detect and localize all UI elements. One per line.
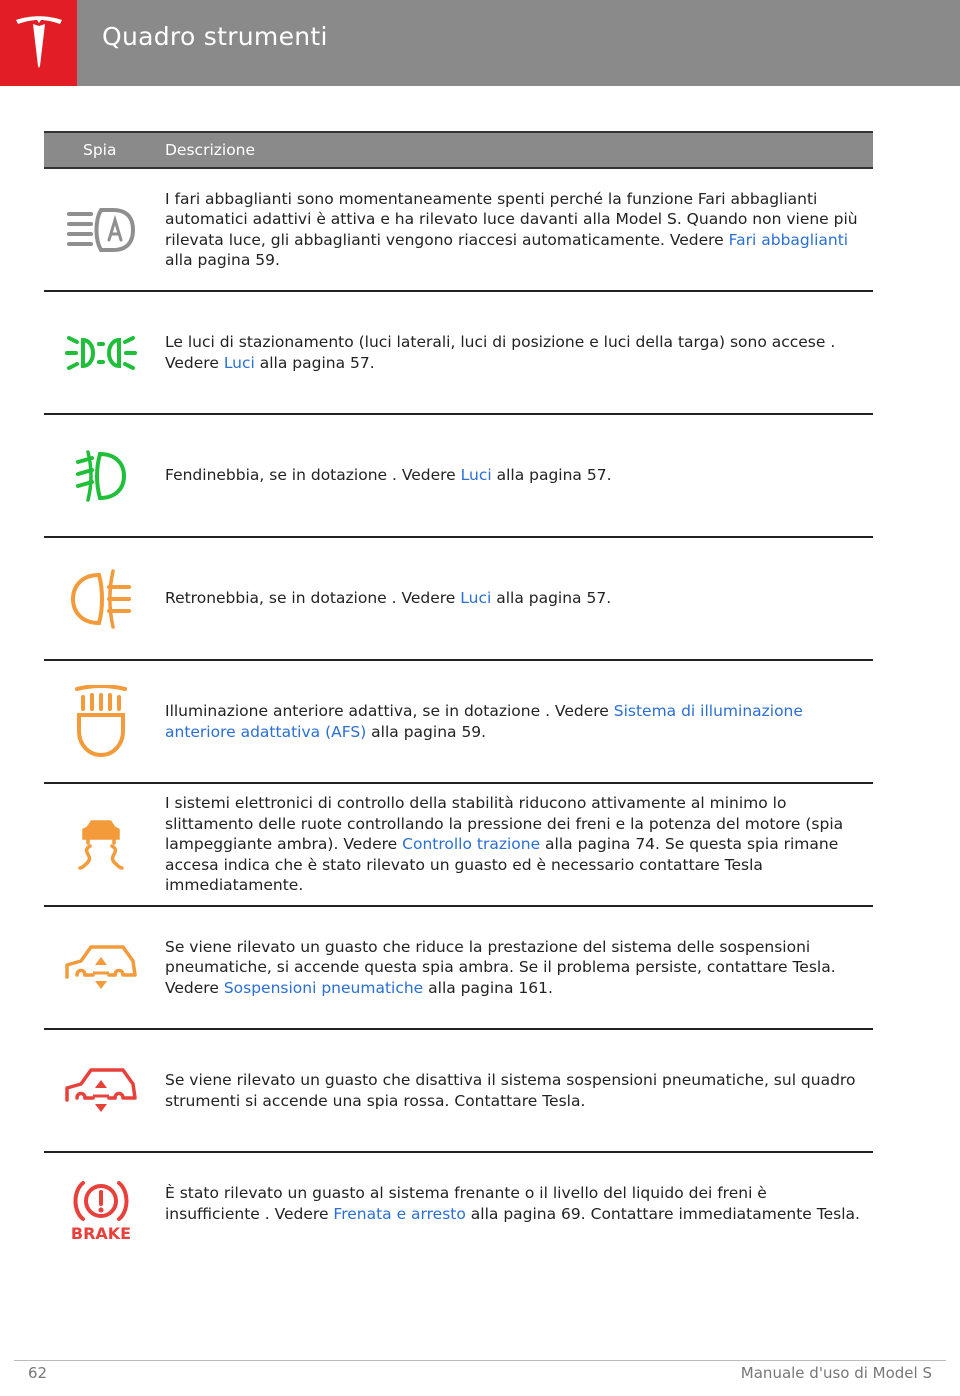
table-row: [44, 538, 873, 661]
tesla-logo: [0, 0, 77, 86]
page-number: 62: [28, 1364, 48, 1382]
row-description: Le luci di stazionamento (luci laterali, luci di posizione e luci della targa) sono accese . Vedere Luci alla pagina 57.: [165, 333, 836, 372]
column-header-spia: Spia: [83, 141, 117, 159]
row-description: I fari abbaglianti sono momentaneamente spenti perché la funzione Fari abbaglianti automatici adattivi è attiva e ha rilevato luce davanti alla Model S. Quando non viene più rilevata luce, gli abbaglianti vengono riaccesi automaticamente. Vedere Fari abbaglianti alla pagina 59.: [165, 189, 858, 269]
traction-control-icon: [76, 818, 126, 872]
table-row: [44, 784, 873, 907]
tesla-logo-icon: [14, 14, 64, 72]
footer-divider: [14, 1360, 946, 1361]
row-description: Se viene rilevato un guasto che riduce la prestazione del sistema delle sospensioni pneumatiche, si accende questa spia ambra. Se il problema persiste, contattare Tesla. Vedere Sospensioni pneumatiche alla pagina 161.: [165, 937, 836, 997]
table-row: [44, 1030, 873, 1153]
link-fari-abbaglianti[interactable]: Fari abbaglianti: [728, 230, 849, 249]
row-description: Fendinebbia, se in dotazione . Vedere Luci alla pagina 57.: [165, 466, 612, 485]
brake-label: BRAKE: [70, 1224, 132, 1243]
link-luci[interactable]: Luci: [460, 589, 492, 608]
indicator-table: [44, 131, 873, 1274]
link-afs[interactable]: Sistema di illuminazione anteriore adattativa (AFS): [165, 702, 803, 741]
link-sospensioni-pneumatiche[interactable]: Sospensioni pneumatiche: [223, 978, 424, 997]
table-row: [44, 907, 873, 1030]
link-frenata-e-arresto[interactable]: Frenata e arresto: [333, 1204, 466, 1223]
table-row: [44, 661, 873, 784]
table-row: [44, 292, 873, 415]
table-row: [44, 415, 873, 538]
link-controllo-trazione[interactable]: Controllo trazione: [402, 835, 541, 854]
page-title: Quadro strumenti: [102, 22, 328, 51]
table-header: [44, 131, 873, 169]
link-luci[interactable]: Luci: [223, 353, 255, 372]
row-description: Retronebbia, se in dotazione . Vedere Luci alla pagina 57.: [165, 589, 612, 608]
table-row: [44, 1153, 873, 1274]
row-description: I sistemi elettronici di controllo della stabilità riducono attivamente al minimo lo slittamento delle ruote controllando la pressione dei freni e la potenza del motore (spia lampeggiante ambra). Vedere Controllo trazione alla pagina 74. Se questa spia rimane accesa indica che è stato rilevato un guasto ed è necessario contattare Tesla immediatamente.: [165, 794, 844, 895]
auto-high-beam-off-icon: [65, 206, 137, 254]
page-header: [0, 0, 960, 86]
air-suspension-red-icon: [63, 1066, 139, 1116]
adaptive-front-lighting-icon: [73, 685, 129, 759]
row-description: Illuminazione anteriore adattiva, se in dotazione . Vedere Sistema di illuminazione anteriore adattativa (AFS) alla pagina 59.: [165, 702, 803, 741]
brake-warning-icon: [65, 1177, 137, 1243]
column-header-descrizione: Descrizione: [165, 141, 256, 159]
row-description: Se viene rilevato un guasto che disattiva il sistema sospensioni pneumatiche, sul quadro strumenti si accende una spia rossa. Contattare Tesla.: [165, 1071, 856, 1110]
rear-fog-light-icon: [69, 567, 133, 631]
manual-title: Manuale d'uso di Model S: [740, 1364, 932, 1382]
parking-lights-icon: [65, 332, 137, 374]
link-luci[interactable]: Luci: [460, 466, 492, 485]
air-suspension-amber-icon: [63, 943, 139, 993]
table-row: [44, 169, 873, 292]
row-description: È stato rilevato un guasto al sistema frenante o il livello del liquido dei freni è insufficiente . Vedere Frenata e arresto alla pagina 69. Contattare immediatamente Tesla.: [165, 1184, 860, 1223]
front-fog-light-icon: [74, 448, 128, 504]
